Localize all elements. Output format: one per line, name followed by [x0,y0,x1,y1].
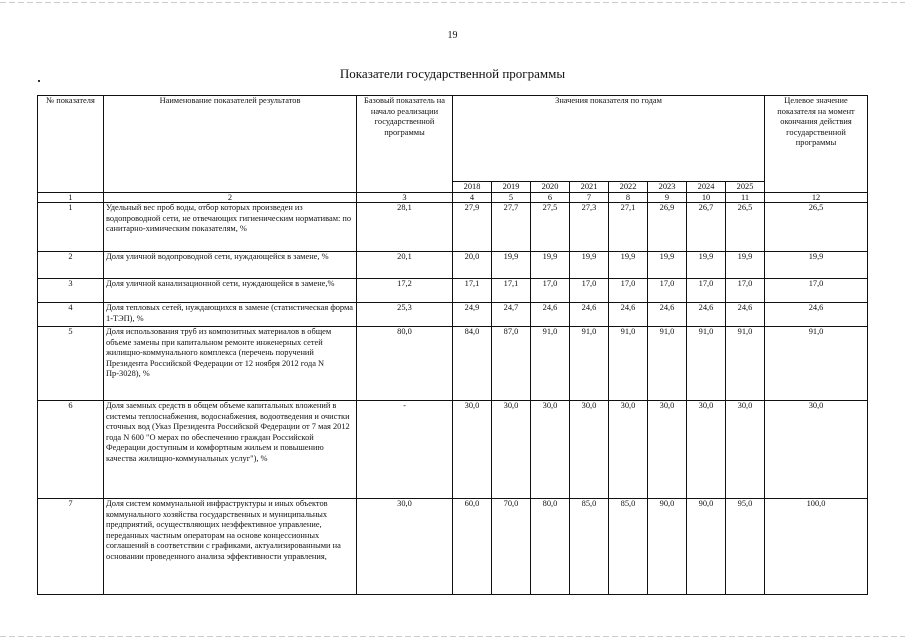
scan-top-edge [0,2,905,3]
year-value: 20,0 [453,252,492,279]
year-value: 17,0 [531,279,570,303]
indicator-name: Доля уличной водопроводной сети, нуждающейся в замене, % [104,252,357,279]
year-value: 27,1 [609,203,648,252]
year-value: 85,0 [570,499,609,595]
page-number: 19 [447,30,458,41]
column-number: 6 [531,193,570,203]
year-value: 87,0 [492,327,531,401]
year-value: 70,0 [492,499,531,595]
base-value: 30,0 [357,499,453,595]
year-cell: 2018 [453,182,492,193]
base-value: 17,2 [357,279,453,303]
year-value: 19,9 [687,252,726,279]
column-number: 12 [765,193,868,203]
table-row [38,499,868,595]
year-value: 17,0 [570,279,609,303]
year-value: 91,0 [531,327,570,401]
base-value: 20,1 [357,252,453,279]
table-row [38,279,868,303]
page-title: Показатели государственной программы [339,66,566,81]
year-value: 19,9 [609,252,648,279]
column-number: 10 [687,193,726,203]
target-value: 30,0 [765,401,868,499]
column-number: 7 [570,193,609,203]
column-number: 8 [609,193,648,203]
table-row [38,303,868,327]
year-value: 24,6 [531,303,570,327]
year-value: 17,1 [453,279,492,303]
year-value: 24,6 [726,303,765,327]
base-value: 25,3 [357,303,453,327]
year-value: 24,6 [609,303,648,327]
year-cell: 2019 [492,182,531,193]
year-value: 24,6 [687,303,726,327]
column-number: 1 [38,193,104,203]
target-value: 24,6 [765,303,868,327]
column-number: 9 [648,193,687,203]
year-value: 27,9 [453,203,492,252]
target-value: 26,5 [765,203,868,252]
year-value: 30,0 [726,401,765,499]
year-cell: 2020 [531,182,570,193]
year-value: 30,0 [648,401,687,499]
target-value: 19,9 [765,252,868,279]
year-value: 19,9 [492,252,531,279]
base-value: 28,1 [357,203,453,252]
year-value: 60,0 [453,499,492,595]
row-number: 2 [38,252,104,279]
row-number: 5 [38,327,104,401]
row-number: 3 [38,279,104,303]
year-cell: 2021 [570,182,609,193]
year-value: 26,5 [726,203,765,252]
year-value: 17,0 [609,279,648,303]
year-value: 19,9 [570,252,609,279]
year-value: 30,0 [492,401,531,499]
year-value: 24,6 [648,303,687,327]
year-value: 84,0 [453,327,492,401]
year-cell: 2025 [726,182,765,193]
year-cell: 2023 [648,182,687,193]
year-value: 91,0 [726,327,765,401]
indicator-name: Удельный вес проб воды, отбор которых произведен из водопроводной сети, не отвечающих гигиеническим нормативам: по санитарно-химическим показателям, % [104,203,357,252]
base-value: 80,0 [357,327,453,401]
table-row [38,327,868,401]
year-value: 24,7 [492,303,531,327]
indicator-name: Доля тепловых сетей, нуждающихся в замене (статистическая форма 1-ТЭП), % [104,303,357,327]
table-header [38,96,868,203]
indicator-name: Доля систем коммунальной инфраструктуры и иных объектов коммунального хозяйства государственных и муниципальных предприятий, осуществляющих неэффективное управление, переданных частным операторам на основе концессионных соглашений в соответствии с графиками, актуализированными на основании проведенного анализа эффективности управления, [104,499,357,595]
year-value: 91,0 [570,327,609,401]
target-value: 17,0 [765,279,868,303]
header-target: Целевое значение показателя на момент окончания действия государственной программы [765,96,868,193]
year-value: 19,9 [531,252,570,279]
year-value: 91,0 [687,327,726,401]
year-value: 30,0 [687,401,726,499]
header-num: № показателя [38,96,104,193]
year-value: 27,5 [531,203,570,252]
table-row [38,252,868,279]
year-value: 95,0 [726,499,765,595]
header-base: Базовый показатель на начало реализации государственной программы [357,96,453,193]
row-number: 7 [38,499,104,595]
year-value: 24,6 [570,303,609,327]
target-value: 100,0 [765,499,868,595]
year-value: 30,0 [609,401,648,499]
indicator-name: Доля использования труб из композитных материалов в общем объеме замены при капитальном ремонте инженерных сетей жилищно-коммунального комплекса (перечень поручений Президента Российской Федерации от 12 ноября 2012 года N Пр-3028), % [104,327,357,401]
year-value: 91,0 [609,327,648,401]
scan-bottom-edge [0,636,905,637]
base-value: - [357,401,453,499]
year-value: 17,1 [492,279,531,303]
year-value: 17,0 [726,279,765,303]
year-value: 24,9 [453,303,492,327]
year-value: 17,0 [648,279,687,303]
column-number: 4 [453,193,492,203]
year-value: 27,3 [570,203,609,252]
year-value: 19,9 [648,252,687,279]
year-value: 26,9 [648,203,687,252]
table-row [38,401,868,499]
year-value: 26,7 [687,203,726,252]
table-body [38,203,868,595]
year-value: 91,0 [648,327,687,401]
row-number: 4 [38,303,104,327]
year-value: 30,0 [531,401,570,499]
column-number: 5 [492,193,531,203]
row-number: 1 [38,203,104,252]
year-cell: 2024 [687,182,726,193]
year-value: 85,0 [609,499,648,595]
year-value: 27,7 [492,203,531,252]
year-value: 17,0 [687,279,726,303]
indicator-name: Доля уличной канализационной сети, нуждающейся в замене,% [104,279,357,303]
table-row [38,203,868,252]
header-values-by-year: Значения показателя по годам [453,96,765,182]
indicators-table [37,95,868,595]
column-number: 3 [357,193,453,203]
header-name: Наименование показателей результатов [104,96,357,193]
year-value: 80,0 [531,499,570,595]
year-value: 90,0 [687,499,726,595]
row-number: 6 [38,401,104,499]
column-number: 11 [726,193,765,203]
year-value: 90,0 [648,499,687,595]
year-value: 19,9 [726,252,765,279]
scan-dot [38,80,40,82]
year-cell: 2022 [609,182,648,193]
target-value: 91,0 [765,327,868,401]
column-number: 2 [104,193,357,203]
year-value: 30,0 [453,401,492,499]
indicator-name: Доля заемных средств в общем объеме капитальных вложений в системы теплоснабжения, водоснабжения, водоотведения и очистки сточных вод (Указ Президента Российской Федерации от 7 мая 2012 года N 600 "О мерах по обеспечению граждан Российской Федерации доступным и комфортным жильем и повышению качества жилищно-коммунальных услуг"), % [104,401,357,499]
year-value: 30,0 [570,401,609,499]
